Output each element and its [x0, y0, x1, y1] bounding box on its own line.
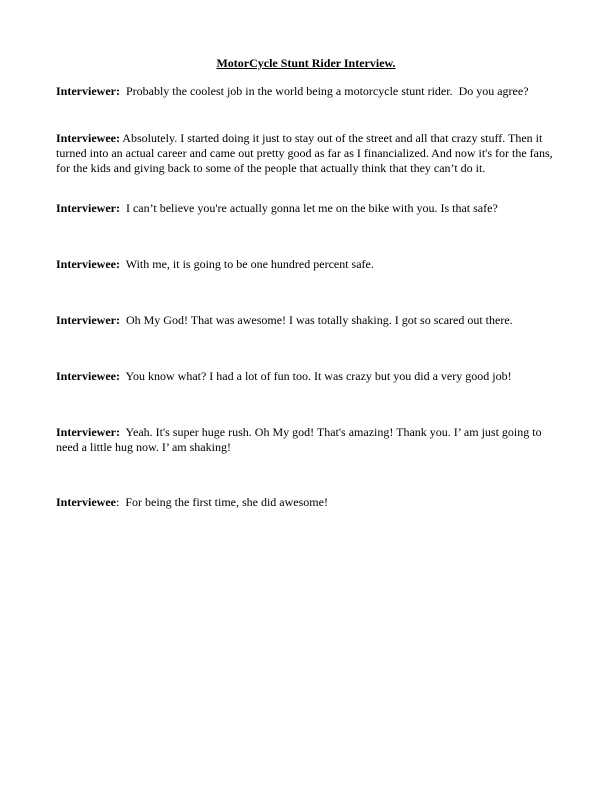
- dialogue-text: Absolutely. I started doing it just to stay out of the street and all that crazy stuff. Then it turned into an actual career and came out pretty good as far as I financialized. And now it's for the fans, for the kids and giving back to some of the people that actually think that they can’t do it.: [56, 131, 556, 175]
- speaker-suffix: :: [115, 495, 120, 509]
- dialogue-text: Oh My God! That was awesome! I was totally shaking. I got so scared out there.: [119, 313, 513, 327]
- dialogue-text: Probably the coolest job in the world being a motorcycle stunt rider. Do you agree?: [119, 84, 529, 98]
- speaker-label: Interviewee:: [56, 131, 120, 145]
- speaker-label: Interviewee:: [56, 257, 120, 271]
- exchange-8: [56, 495, 556, 510]
- dialogue-text: Yeah. It's super huge rush. Oh My god! That's amazing! Thank you. I’ am just going to need a little hug now. I’ am shaking!: [56, 425, 545, 454]
- document-title: [0, 56, 612, 71]
- exchange-2: [56, 131, 556, 176]
- dialogue-text: You know what? I had a lot of fun too. It was crazy but you did a very good job!: [119, 369, 512, 383]
- exchange-3: [56, 201, 556, 216]
- title-text: MotorCycle Stunt Rider Interview.: [216, 56, 396, 70]
- speaker-label: Interviewee: [56, 495, 116, 509]
- dialogue-text: For being the first time, she did awesome!: [119, 495, 328, 509]
- exchange-4: [56, 257, 556, 272]
- dialogue-text: I can’t believe you're actually gonna let me on the bike with you. Is that safe?: [119, 201, 498, 215]
- exchange-7: [56, 425, 556, 455]
- speaker-label: Interviewer:: [56, 84, 120, 98]
- speaker-label: Interviewer:: [56, 313, 120, 327]
- speaker-label: Interviewee:: [56, 369, 120, 383]
- exchange-5: [56, 313, 556, 328]
- exchange-1: [56, 84, 556, 99]
- speaker-label: Interviewer:: [56, 201, 120, 215]
- dialogue-text: With me, it is going to be one hundred percent safe.: [119, 257, 374, 271]
- exchange-6: [56, 369, 556, 384]
- speaker-label: Interviewer:: [56, 425, 120, 439]
